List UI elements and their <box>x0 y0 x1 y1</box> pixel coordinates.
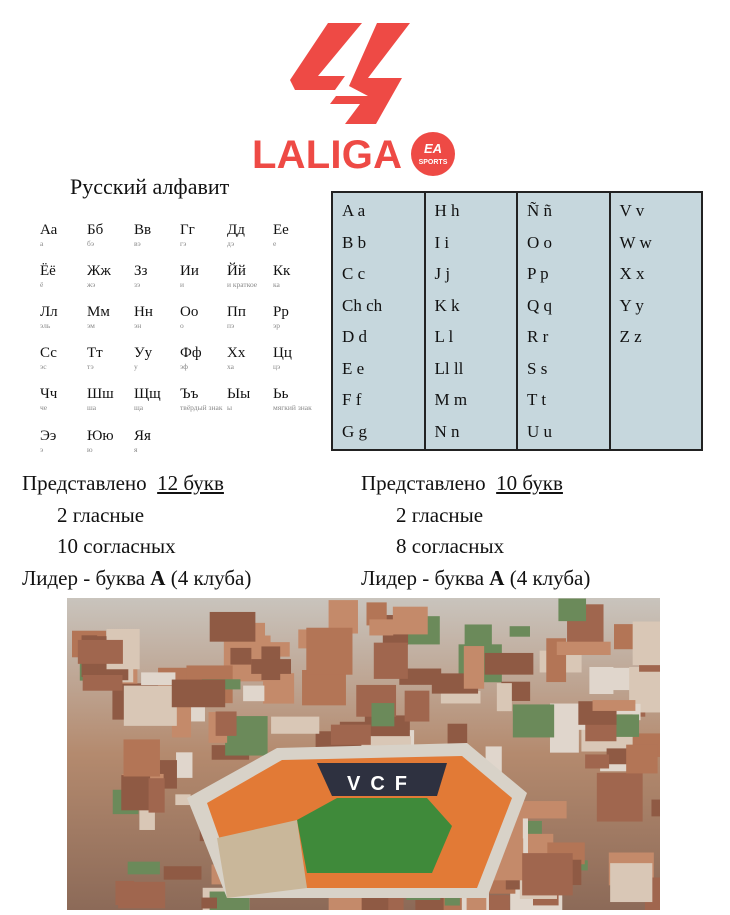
letter-name: я <box>134 445 138 454</box>
russian-letter <box>227 222 273 248</box>
spanish-letter: T t <box>527 390 547 409</box>
spanish-letter: Ñ ñ <box>527 201 553 220</box>
spanish-letter: J j <box>434 264 451 283</box>
spanish-letter: N n <box>434 421 460 441</box>
russian-letter <box>40 428 86 454</box>
spanish-letter: O o <box>527 232 553 252</box>
letter-name: твёрдый знак <box>180 403 223 412</box>
russian-letter <box>227 263 273 289</box>
stadium-letters: VCF <box>347 773 417 795</box>
russian-letter <box>40 222 86 248</box>
letter-glyph: Оо <box>180 304 199 320</box>
russian-letter <box>180 304 226 330</box>
building <box>302 670 346 705</box>
letter-glyph: Тт <box>87 345 103 361</box>
letter-glyph: Щщ <box>134 386 161 402</box>
spanish-letter: D d <box>342 327 368 346</box>
letter-name: и краткое <box>227 280 258 289</box>
letter-glyph: Ии <box>180 263 199 279</box>
russian-letter <box>134 222 180 248</box>
russian-letter <box>40 386 86 412</box>
letter-glyph: Нн <box>134 304 153 320</box>
spanish-letter: X x <box>619 264 645 283</box>
russian-letter <box>40 263 86 289</box>
russian-letter <box>273 345 319 371</box>
letter-name: эн <box>134 321 142 330</box>
building <box>331 725 371 745</box>
spanish-letter: V v <box>619 201 645 220</box>
letter-glyph: Ээ <box>40 428 57 444</box>
building <box>164 866 202 879</box>
russian-letter <box>134 345 180 371</box>
letter-name: ха <box>227 362 234 371</box>
letter-name: ё <box>40 280 44 289</box>
letter-glyph: Зз <box>134 263 148 279</box>
building <box>464 646 484 689</box>
letter-glyph: Аа <box>40 222 58 238</box>
building <box>306 628 352 675</box>
letter-glyph: Ее <box>273 222 289 238</box>
spanish-letter: B b <box>342 232 367 252</box>
letter-glyph: Ьь <box>273 386 289 402</box>
letter-glyph: Чч <box>40 386 58 402</box>
letter-name: че <box>40 403 48 412</box>
letter-glyph: Дд <box>227 222 245 238</box>
right-leader: Лидер - буква А (4 клуба) <box>361 566 591 590</box>
letter-glyph: Фф <box>180 345 202 361</box>
spanish-letter: I i <box>434 232 450 252</box>
building <box>405 691 430 722</box>
russian-letter <box>87 386 133 412</box>
building <box>176 752 192 778</box>
letter-glyph: Рр <box>273 304 289 320</box>
spanish-letter: P p <box>527 264 549 283</box>
spanish-letter: C c <box>342 264 366 283</box>
letter-name: вэ <box>134 239 141 248</box>
spanish-letter: R r <box>527 327 549 346</box>
building <box>597 773 643 822</box>
letter-name: эль <box>40 321 51 330</box>
letter-name: е <box>273 239 277 248</box>
letter-glyph: Хх <box>227 345 246 361</box>
russian-letter <box>273 222 319 248</box>
letter-glyph: Кк <box>273 263 291 279</box>
building <box>557 642 611 655</box>
building <box>585 754 609 768</box>
building <box>485 653 534 675</box>
spanish-column <box>518 193 611 449</box>
left-consonants: 10 согласных <box>57 534 176 558</box>
right-vowels: 2 гласные <box>396 503 484 527</box>
letter-glyph: Лл <box>40 304 58 320</box>
ea-badge-text: EA <box>423 141 443 156</box>
building <box>124 739 160 776</box>
spanish-letter: L l <box>434 327 454 346</box>
letter-name: эс <box>40 362 47 371</box>
letter-name: пэ <box>227 321 235 330</box>
building <box>210 612 256 642</box>
letter-name: бэ <box>87 239 95 248</box>
letter-name: у <box>134 362 138 371</box>
letter-glyph: Ыы <box>227 386 251 402</box>
spanish-column <box>611 193 702 449</box>
spanish-column <box>426 193 519 449</box>
spanish-column <box>333 193 426 449</box>
letter-glyph: Йй <box>227 263 246 279</box>
spanish-letter: H h <box>434 201 460 220</box>
building <box>614 624 635 649</box>
building <box>510 626 530 637</box>
building <box>651 800 660 817</box>
building <box>83 675 123 691</box>
letter-name: а <box>40 239 44 248</box>
building <box>251 659 291 674</box>
russian-letter <box>134 428 180 454</box>
spanish-letter: S s <box>527 358 548 378</box>
right-count-line: Представлено 10 букв <box>361 471 563 495</box>
russian-letter <box>87 304 133 330</box>
building <box>633 622 660 666</box>
letter-glyph: Цц <box>273 345 292 361</box>
russian-letter <box>40 345 86 371</box>
stadium-aerial-photo <box>67 598 660 910</box>
building <box>369 619 393 635</box>
russian-letter <box>40 304 86 330</box>
building <box>172 680 225 708</box>
building <box>139 810 155 830</box>
spanish-letter: A a <box>342 201 366 220</box>
letter-name: эф <box>180 362 189 371</box>
spanish-letter: Ll ll <box>434 358 464 378</box>
building <box>201 898 217 909</box>
laliga-logo <box>250 18 470 178</box>
building <box>216 711 237 735</box>
russian-letter <box>180 345 226 371</box>
russian-letter <box>227 386 273 412</box>
building <box>626 745 657 774</box>
building <box>589 667 613 694</box>
spanish-letter: K k <box>434 295 460 315</box>
russian-letter <box>87 345 133 371</box>
spanish-letter: Q q <box>527 295 553 315</box>
letter-name: ы <box>227 403 233 412</box>
letter-name: ща <box>134 403 144 412</box>
building <box>593 700 636 711</box>
letter-name: тэ <box>87 362 94 371</box>
building <box>497 683 512 711</box>
letter-name: цэ <box>273 362 281 371</box>
letter-name: ка <box>273 280 280 289</box>
building <box>374 643 408 679</box>
letter-name: ша <box>87 403 97 412</box>
letter-name: гэ <box>180 239 187 248</box>
spanish-letter: Ch ch <box>342 295 383 315</box>
russian-letter <box>227 345 273 371</box>
letter-glyph: Ъъ <box>180 386 199 402</box>
building <box>115 881 134 905</box>
building <box>610 863 652 902</box>
letter-name: эм <box>87 321 95 330</box>
letter-glyph: Юю <box>87 428 114 444</box>
letter-glyph: Мм <box>87 304 110 320</box>
spanish-letter: F f <box>342 390 362 409</box>
building <box>141 672 175 685</box>
letter-glyph: Ёё <box>40 263 56 279</box>
letter-glyph: Бб <box>87 222 104 238</box>
letter-glyph: Вв <box>134 222 152 238</box>
russian-letter <box>87 263 133 289</box>
letter-name: жэ <box>87 280 96 289</box>
letter-name: дэ <box>227 239 235 248</box>
building <box>558 599 586 622</box>
letter-glyph: Пп <box>227 304 246 320</box>
letter-name: зэ <box>134 280 141 289</box>
russian-letter <box>180 222 226 248</box>
letter-glyph: Сс <box>40 345 57 361</box>
letter-name: эр <box>273 321 280 330</box>
building <box>522 853 573 895</box>
building <box>121 775 150 810</box>
russian-letter <box>227 304 273 330</box>
russian-letter <box>180 263 226 289</box>
building <box>128 862 160 875</box>
building <box>149 778 165 812</box>
letter-name: ю <box>87 445 93 454</box>
russian-letter <box>273 263 319 289</box>
building <box>124 686 177 726</box>
spanish-letter: G g <box>342 421 368 441</box>
russian-letter <box>273 304 319 330</box>
building <box>230 648 251 665</box>
letter-glyph: Жж <box>87 263 111 279</box>
building <box>271 717 319 734</box>
spanish-letter: W w <box>619 232 652 252</box>
russian-letter <box>134 386 180 412</box>
logo-text: LALIGA <box>252 133 402 177</box>
building <box>513 704 554 737</box>
building <box>371 703 394 726</box>
left-leader: Лидер - буква А (4 клуба) <box>22 566 252 590</box>
spanish-letter: U u <box>527 421 553 441</box>
spanish-letter: Z z <box>619 327 642 346</box>
right-consonants: 8 согласных <box>396 534 505 558</box>
letter-name: э <box>40 445 44 454</box>
letter-glyph: Яя <box>134 428 151 444</box>
letter-glyph: Гг <box>180 222 195 238</box>
russian-letter <box>134 304 180 330</box>
russian-letter <box>180 386 226 412</box>
building <box>243 686 264 702</box>
letter-name: о <box>180 321 184 330</box>
letter-glyph: Уу <box>134 345 153 361</box>
spanish-letter: Y y <box>619 295 644 315</box>
building <box>614 714 639 736</box>
letter-name: и <box>180 280 185 289</box>
sports-badge-text: SPORTS <box>418 159 448 166</box>
russian-letter <box>273 386 319 412</box>
russian-alphabet-title: Русский алфавит <box>70 174 230 199</box>
russian-letter <box>87 222 133 248</box>
spanish-letter: E e <box>342 358 365 378</box>
russian-letter <box>134 263 180 289</box>
russian-letter <box>87 428 133 454</box>
building <box>393 607 428 635</box>
spanish-letter: M m <box>434 390 468 409</box>
left-vowels: 2 гласные <box>57 503 145 527</box>
letter-glyph: Шш <box>87 386 114 402</box>
left-count-line: Представлено 12 букв <box>22 471 224 495</box>
spanish-alphabet-table <box>331 191 703 451</box>
building <box>78 640 123 664</box>
letter-name: мягкий знак <box>273 403 312 412</box>
